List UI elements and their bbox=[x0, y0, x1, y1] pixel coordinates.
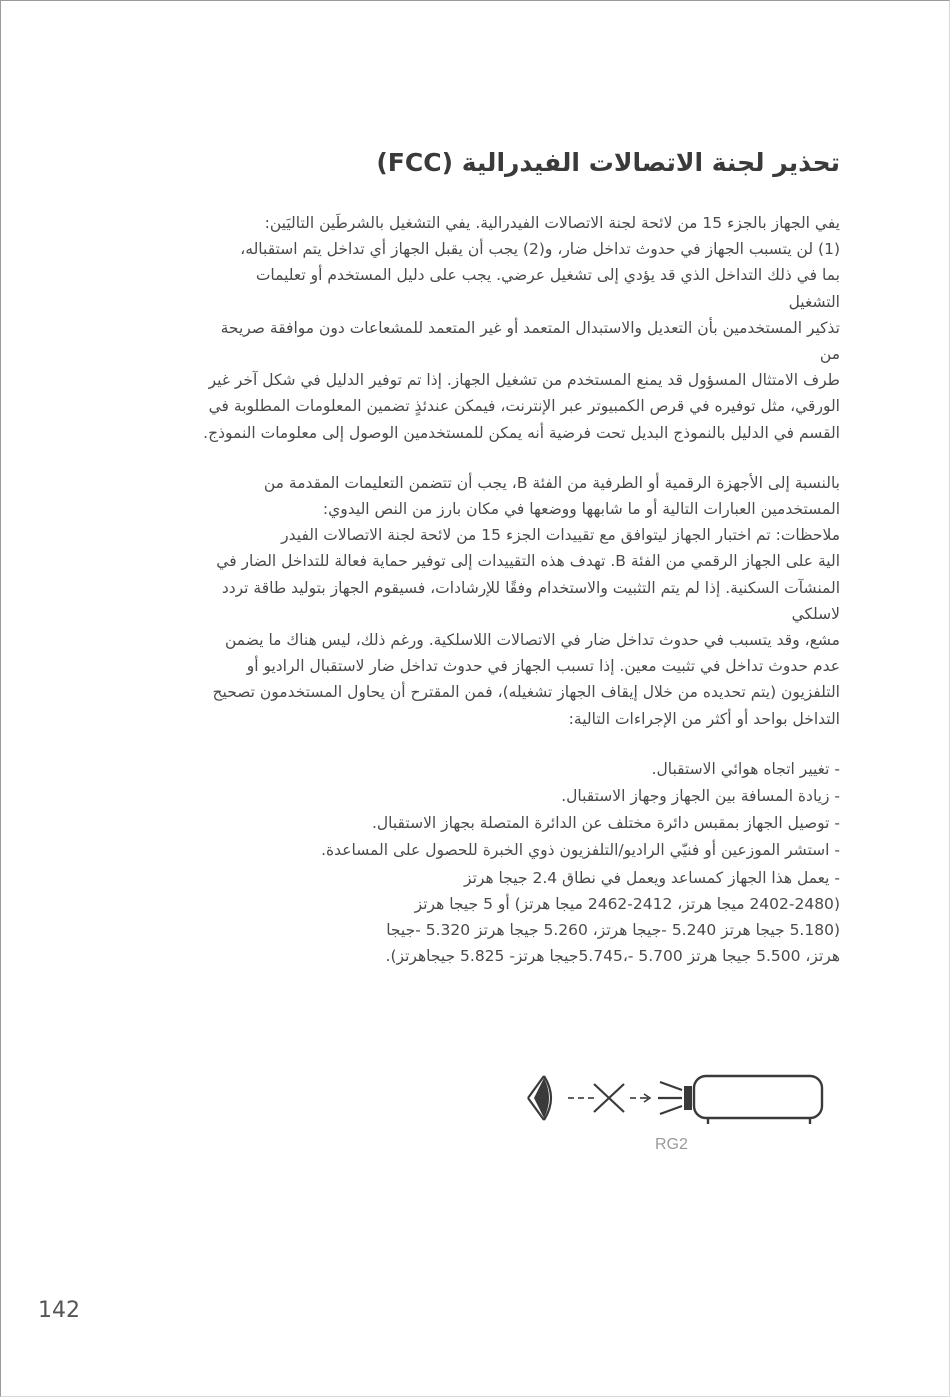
corrective-measures-list bbox=[200, 756, 840, 970]
list-item: - استشر الموزعين أو فنيّي الراديو/التلفزيون ذوي الخبرة للحصول على المساعدة. bbox=[321, 841, 840, 860]
paragraph-class-b-notice: بالنسبة إلى الأجهزة الرقمية أو الطرفية من الفئة B، يجب أن تتضمن التعليمات المقدمة من المستخدمين العبارات التالية أو ما شابهها ووضعها في مكان بارز من النص اليدوي: ملاحظات: تم اختبار الجهاز ليتوافق مع تقييدات الجزء 15 من لائحة لجنة الاتصالات الفيدر الية على الجهاز الرقمي من الفئة B. تهدف هذه التقييدات إلى توفير حماية فعالة للتداخل الضار في المنشآت السكنية. إذا لم يتم التثبيت والاستخدام وفقًا للإرشادات، فسيقوم الجهاز بتوليد طاقة تردد لاسلكي مشع، وقد يتسبب في حدوث تداخل ضار في الاتصالات اللاسلكية. ورغم ذلك، ليس هناك ما يضمن عدم حدوث تداخل في تثبيت معين. إذا تسبب الجهاز في حدوث تداخل ضار لاستقبال الراديو أو التلفزيون (يتم تحديده من خلال إيقاف الجهاز تشغيله)، فمن المقترح أن يحاول المستخدمون تصحيح التداخل بواحد أو أكثر من الإجراءات التالية: bbox=[212, 473, 840, 728]
list-item: - توصيل الجهاز بمقبس دائرة مختلف عن الدائرة المتصلة بجهاز الاستقبال. bbox=[371, 814, 840, 833]
rg2-projector-eye-warning-icon bbox=[520, 1066, 830, 1130]
document-body bbox=[200, 210, 840, 969]
projector-icon bbox=[694, 1076, 822, 1124]
rg2-label: RG2 bbox=[655, 1136, 688, 1153]
page-number: 142 bbox=[38, 1298, 80, 1323]
list-item: - زيادة المسافة بين الجهاز وجهاز الاستقبال. bbox=[561, 787, 840, 806]
eye-pupil bbox=[534, 1078, 549, 1118]
light-rays bbox=[658, 1082, 682, 1114]
page-title: تحذير لجنة الاتصالات الفيدرالية (FCC) bbox=[376, 148, 840, 177]
paragraph-fcc-compliance: يفي الجهاز بالجزء 15 من لائحة لجنة الاتصالات الفيدرالية. يفي التشغيل بالشرطَين التاليَين: (1) لن يتسبب الجهاز في حدوث تداخل ضار، و(2) يجب أن يقبل الجهاز أي تداخل يتم استقباله، بما في ذلك التداخل الذي قد يؤدي إلى تشغيل عرضي. يجب على دليل المستخدم أو تعليمات التشغيل تذكير المستخدمين بأن التعديل والاستبدال المتعمد أو غير المتعمد للمشعاعات دون موافقة صريحة من طرف الامتثال المسؤول قد يمنع المستخدم من تشغيل الجهاز. إذا تم توفير الدليل في شكل آخر غير الورقي، مثل توفيره في قرص الكمبيوتر عبر الإنترنت، فيمكن عندئذٍ تضمين المعلومات المطلوبة في القسم في الدليل بالنموذج البديل تحت فرضية أنه يمكن للمستخدمين الوصول إلى معلومات النموذج. bbox=[203, 214, 840, 442]
list-item: - تغيير اتجاه هوائي الاستقبال. bbox=[651, 759, 840, 778]
list-item: - يعمل هذا الجهاز كمساعد ويعمل في نطاق 2.4 جيجا هرتز (2402-2480 ميجا هرتز، 2412-2462 ميجا هرتز) أو 5 جيجا هرتز (5.180 جيجا هرتز 5.240 -جيجا هرتز، 5.260 جيجا هرتز 5.320 -جيجا هرتز، 5.500 جيجا هرتز 5.700 -،5.745جيجا هرتز- 5.825 جيجاهرتز). bbox=[385, 868, 840, 966]
lens bbox=[684, 1086, 692, 1110]
prohibited-x-icon bbox=[594, 1084, 624, 1112]
